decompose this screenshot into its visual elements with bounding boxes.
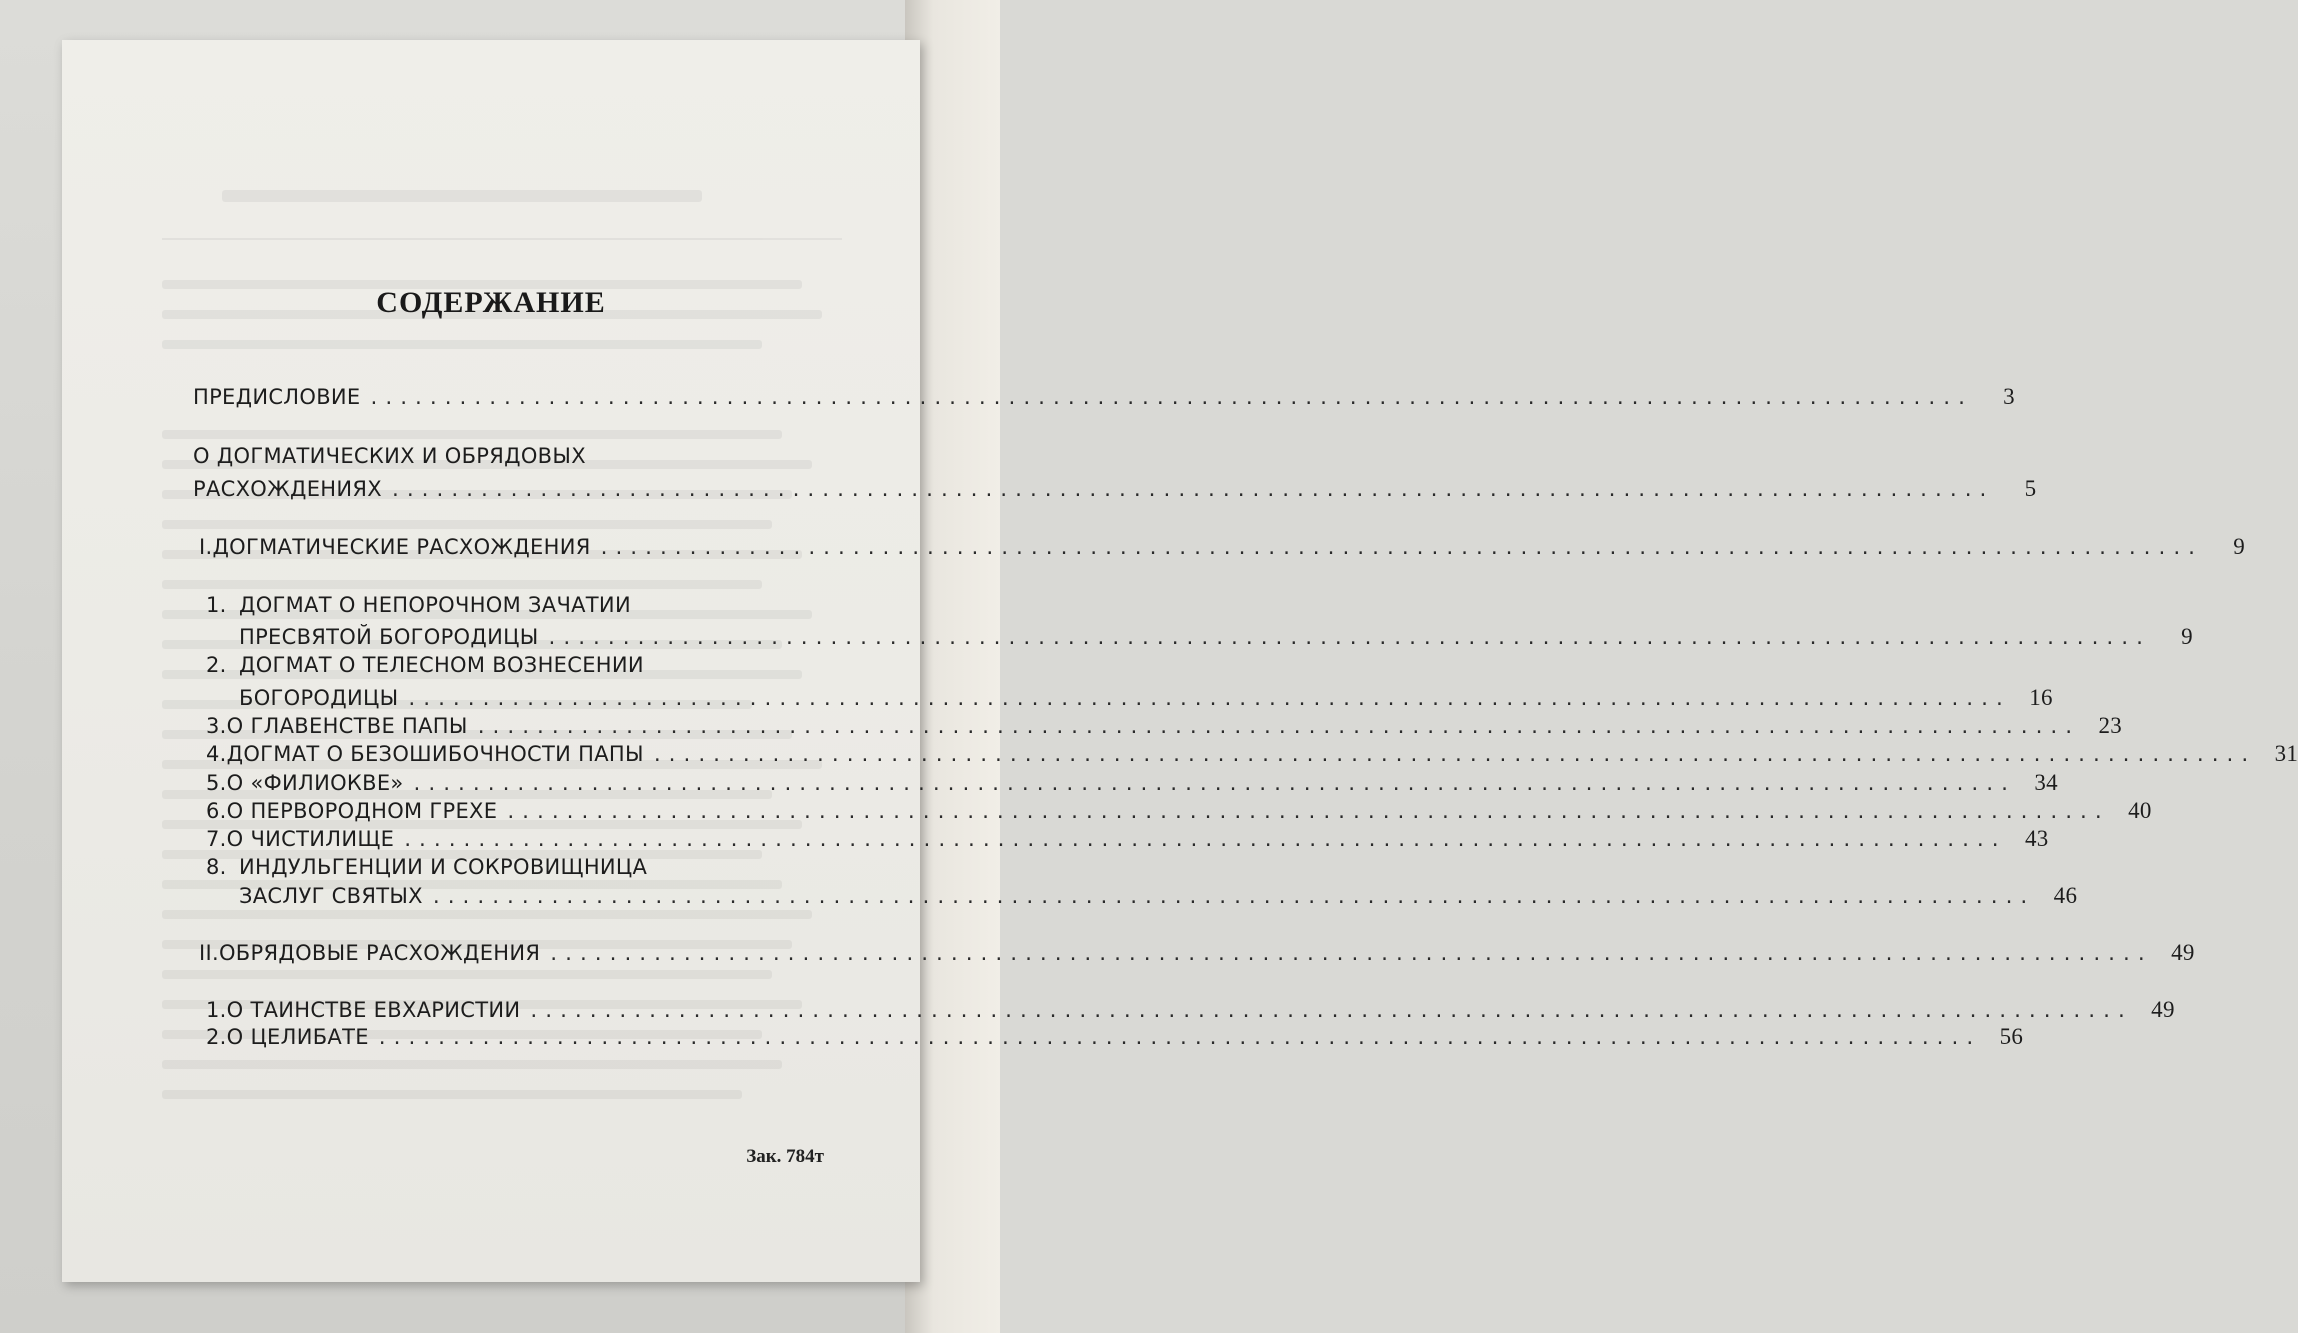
toc-entry-eucharist xyxy=(206,997,2175,1023)
bleed-through-line xyxy=(162,910,812,919)
toc-page-number: 40 xyxy=(2128,798,2152,823)
toc-entry-text: О ЧИСТИЛИЩЕ xyxy=(226,827,395,851)
toc-entry-original-sin xyxy=(206,798,2152,824)
toc-entry-papal-infallibility xyxy=(206,741,2298,767)
toc-entry-preface xyxy=(193,384,2015,410)
toc-entry-text: ОБРЯДОВЫЕ РАСХОЖДЕНИЯ xyxy=(218,941,541,965)
toc-entry-text: ПРЕДИСЛОВИЕ xyxy=(193,385,361,409)
toc-page-number: 3 xyxy=(2003,384,2015,409)
toc-entry-indulgences xyxy=(239,883,2078,909)
dot-leader: ............................................................................................................ xyxy=(546,628,2149,649)
toc-entry-number: 6. xyxy=(206,799,227,823)
print-order-number: Зак. 784т xyxy=(746,1146,824,1167)
toc-entry-number: II. xyxy=(199,941,219,965)
toc-entry-text-line1: О ДОГМАТИЧЕСКИХ И ОБРЯДОВЫХ xyxy=(193,444,586,468)
toc-entry-text: О ТАИНСТВЕ ЕВХАРИСТИИ xyxy=(226,998,521,1022)
dot-leader: ............................................................................................................ xyxy=(651,745,2255,766)
dot-leader: ............................................................................................................ xyxy=(406,689,2009,710)
toc-page-number: 31 xyxy=(2274,741,2298,766)
toc-entry-number: 7. xyxy=(206,827,227,851)
book-page xyxy=(62,40,2298,1282)
bleed-through-line xyxy=(162,1060,782,1069)
bleed-through-line xyxy=(162,1090,742,1099)
toc-entry-filioque xyxy=(206,770,2058,796)
toc-entry-celibacy xyxy=(206,1024,2024,1050)
toc-entry-text: РАСХОЖДЕНИЯХ xyxy=(193,477,382,501)
toc-page-number: 9 xyxy=(2233,534,2246,559)
toc-entry-number: 1. xyxy=(206,593,227,617)
toc-entry-dogmatic xyxy=(199,534,2246,560)
toc-entry-number: 1. xyxy=(206,998,227,1022)
dot-leader: ............................................................................................................ xyxy=(389,480,1993,501)
toc-page-number: 5 xyxy=(2024,476,2037,501)
toc-entry-number: 8. xyxy=(206,855,227,879)
dot-leader: ............................................................................................................ xyxy=(475,717,2079,738)
toc-page-number: 34 xyxy=(2034,770,2058,795)
toc-entry-text: ДОГМАТ О БЕЗОШИБОЧНОСТИ ПАПЫ xyxy=(226,742,644,766)
toc-page-number: 56 xyxy=(1999,1024,2024,1049)
dot-leader: ............................................................................................................ xyxy=(411,774,2014,795)
bleed-through-line xyxy=(162,520,772,529)
bleed-through-line xyxy=(162,970,772,979)
toc-entry-text-line1: ИНДУЛЬГЕНЦИИ И СОКРОВИЩНИЦА xyxy=(239,855,648,879)
dot-leader: ............................................................................................................ xyxy=(402,830,2005,851)
toc-entry-purgatory xyxy=(206,826,2049,852)
toc-entry-assumption xyxy=(239,685,2053,711)
toc-page-number: 49 xyxy=(2151,997,2175,1022)
toc-entry-number: 2. xyxy=(206,1025,227,1049)
toc-entry-text: О ПЕРВОРОДНОМ ГРЕХЕ xyxy=(226,799,498,823)
toc-entry-text: ДОГМАТИЧЕСКИЕ РАСХОЖДЕНИЯ xyxy=(212,535,591,559)
toc-entry-text: ЗАСЛУГ СВЯТЫХ xyxy=(239,884,423,908)
toc-entry-number: 4. xyxy=(206,742,227,766)
toc-page-number: 23 xyxy=(2098,713,2123,738)
toc-entry-divergences xyxy=(193,476,2037,502)
dot-leader: ............................................................................................................ xyxy=(598,538,2202,559)
toc-entry-text-line1: ДОГМАТ О НЕПОРОЧНОМ ЗАЧАТИИ xyxy=(239,593,631,617)
toc-page-number: 46 xyxy=(2053,883,2078,908)
dot-leader: ............................................................................................................ xyxy=(528,1001,2131,1022)
toc-entry-text-line1: ДОГМАТ О ТЕЛЕСНОМ ВОЗНЕСЕНИИ xyxy=(239,653,644,677)
toc-entry-text: О «ФИЛИОКВЕ» xyxy=(226,771,404,795)
toc-entry-papal-primacy xyxy=(206,713,2123,739)
bleed-through-line xyxy=(162,580,762,589)
toc-entry-text: О ЦЕЛИБАТЕ xyxy=(226,1025,369,1049)
toc-entry-ritual xyxy=(199,940,2195,966)
bleed-through-line xyxy=(162,340,762,349)
toc-entry-number: 5. xyxy=(206,771,227,795)
dot-leader: ............................................................................................................ xyxy=(368,388,1971,409)
toc-page-number: 16 xyxy=(2029,685,2053,710)
toc-page-number: 49 xyxy=(2171,940,2195,965)
toc-page-number: 9 xyxy=(2181,624,2193,649)
toc-entry-text: БОГОРОДИЦЫ xyxy=(239,686,399,710)
dot-leader: ............................................................................................................ xyxy=(505,802,2108,823)
dot-leader: ............................................................................................................ xyxy=(430,887,2034,908)
toc-entry-immaculate xyxy=(239,624,2193,650)
toc-entry-text: О ГЛАВЕНСТВЕ ПАПЫ xyxy=(226,714,468,738)
toc-page-number: 43 xyxy=(2024,826,2049,851)
toc-entry-number: 3. xyxy=(206,714,227,738)
toc-entry-number: I. xyxy=(199,535,213,559)
toc-entry-text: ПРЕСВЯТОЙ БОГОРОДИЦЫ xyxy=(239,625,539,649)
toc-entry-number: 2. xyxy=(206,653,227,677)
dot-leader: ............................................................................................................ xyxy=(548,944,2151,965)
page-title: СОДЕРЖАНИЕ xyxy=(376,286,606,319)
bleed-through-line xyxy=(162,430,782,439)
dot-leader: ............................................................................................................ xyxy=(376,1028,1980,1049)
